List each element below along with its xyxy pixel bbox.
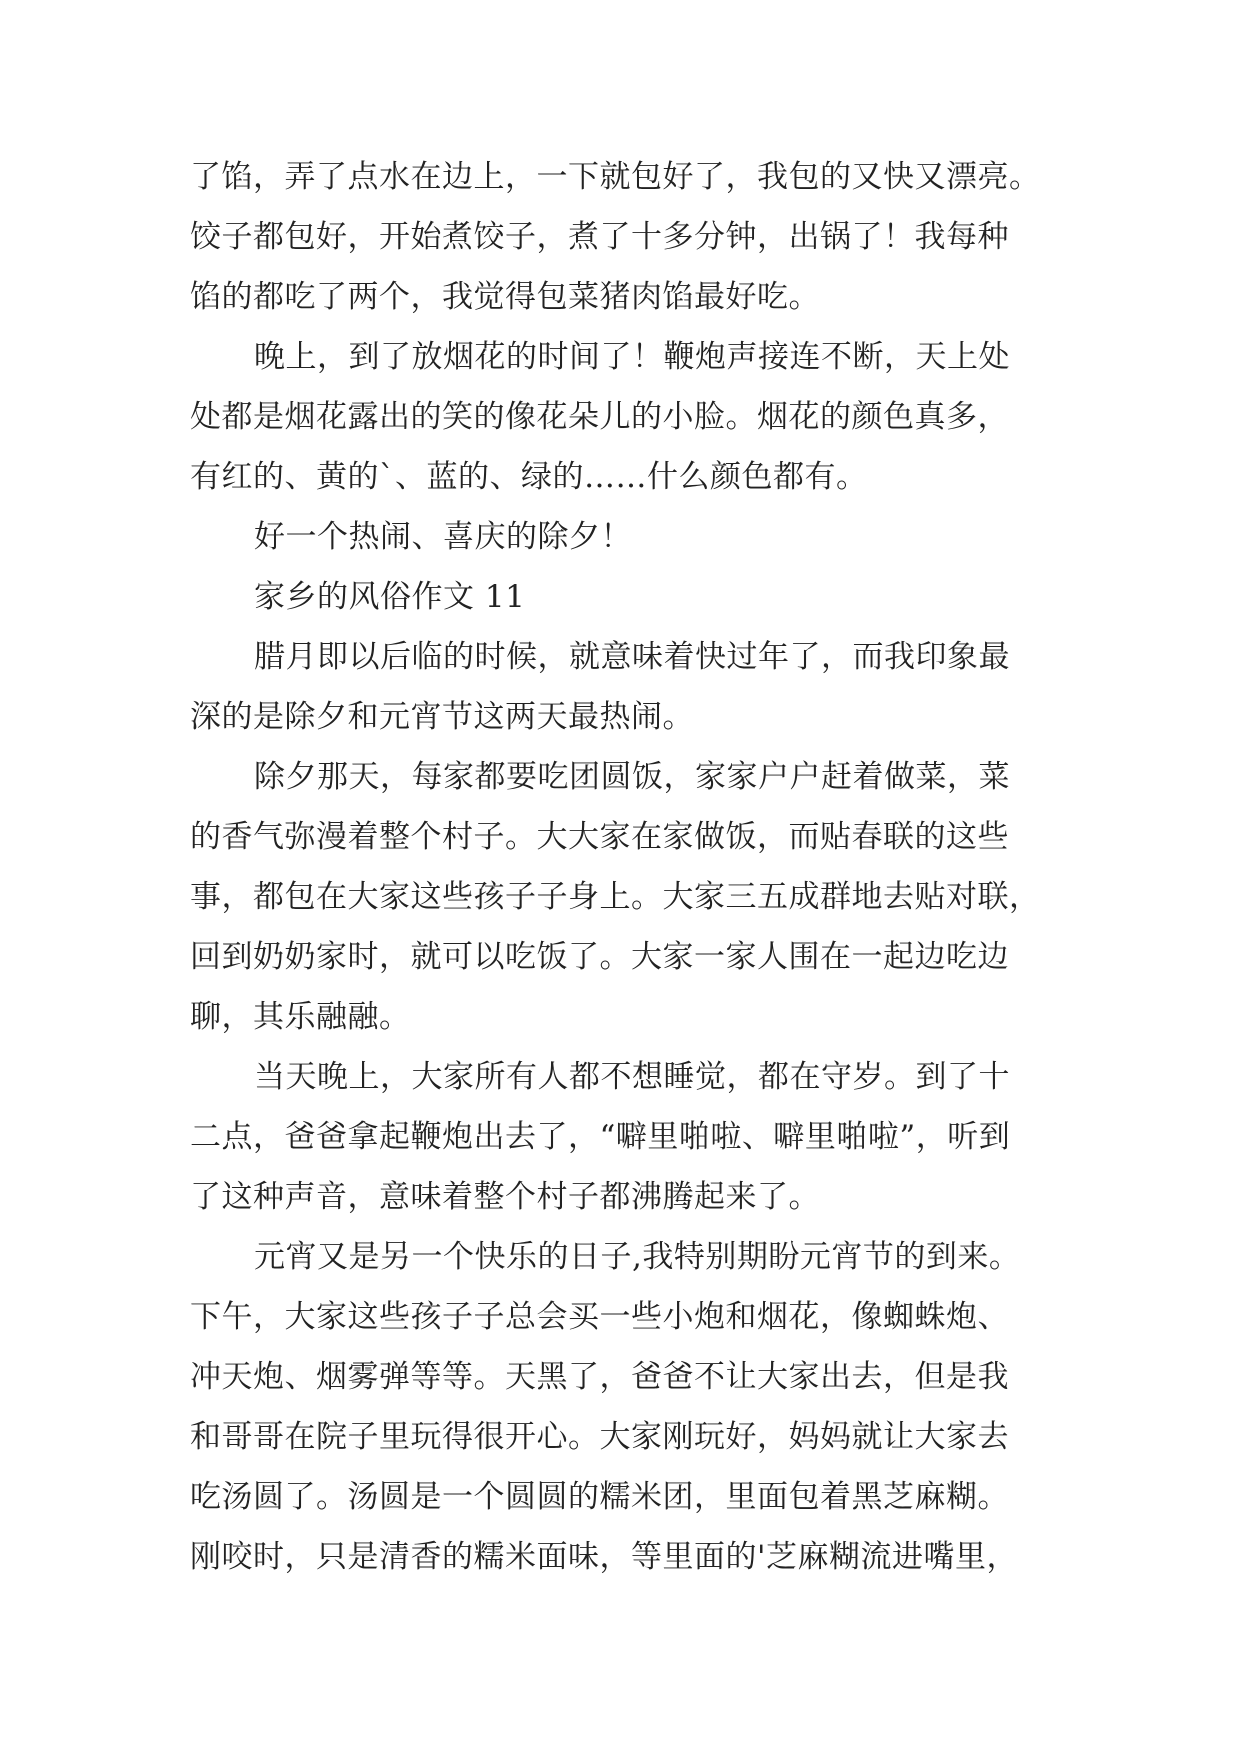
- text-line: 刚咬时，只是清香的糯米面味，等里面的'芝麻糊流进嘴里，: [190, 1539, 1019, 1575]
- paragraph-start-line: 好一个热闹、喜庆的除夕！: [254, 519, 632, 555]
- text-line: 二点，爸爸拿起鞭炮出去了，“噼里啪啦、噼里啪啦”，听到: [190, 1119, 1011, 1155]
- paragraph-start-line: 腊月即以后临的时候，就意味着快过年了，而我印象最: [254, 639, 1010, 675]
- text-line: 了馅，弄了点水在边上，一下就包好了，我包的又快又漂亮。: [190, 159, 1041, 195]
- text-line: 处都是烟花露出的笑的像花朵儿的小脸。烟花的颜色真多，: [190, 399, 1009, 435]
- text-line: 的香气弥漫着整个村子。大大家在家做饭，而贴春联的这些: [190, 819, 1009, 855]
- text-line: 回到奶奶家时，就可以吃饭了。大家一家人围在一起边吃边: [190, 939, 1009, 975]
- text-line: 饺子都包好，开始煮饺子，煮了十多分钟，出锅了！我每种: [190, 219, 1009, 255]
- text-line: 了这种声音，意味着整个村子都沸腾起来了。: [190, 1179, 820, 1215]
- text-line: 下午，大家这些孩子子总会买一些小炮和烟花，像蜘蛛炮、: [190, 1299, 1009, 1335]
- text-line: 有红的、黄的`、蓝的、绿的……什么颜色都有。: [190, 459, 868, 495]
- document-body: [190, 147, 1050, 1587]
- paragraph-start-line: 元宵又是另一个快乐的日子,我特别期盼元宵节的到来。: [254, 1239, 1021, 1275]
- text-line: 馅的都吃了两个，我觉得包菜猪肉馅最好吃。: [190, 279, 820, 315]
- paragraph-start-line: 晚上，到了放烟花的时间了！鞭炮声接连不断，天上处: [254, 339, 1010, 375]
- text-line: 聊，其乐融融。: [190, 999, 411, 1035]
- text-line: 冲天炮、烟雾弹等等。天黑了，爸爸不让大家出去，但是我: [190, 1359, 1009, 1395]
- section-heading: 家乡的风俗作文 11: [254, 579, 526, 615]
- text-line: 吃汤圆了。汤圆是一个圆圆的糯米团，里面包着黑芝麻糊。: [190, 1479, 1009, 1515]
- paragraph-start-line: 当天晚上，大家所有人都不想睡觉，都在守岁。到了十: [254, 1059, 1010, 1095]
- paragraph-start-line: 除夕那天，每家都要吃团圆饭，家家户户赶着做菜，菜: [254, 759, 1010, 795]
- text-line: 和哥哥在院子里玩得很开心。大家刚玩好，妈妈就让大家去: [190, 1419, 1009, 1455]
- text-line: 深的是除夕和元宵节这两天最热闹。: [190, 699, 694, 735]
- text-line: 事，都包在大家这些孩子子身上。大家三五成群地去贴对联，: [190, 879, 1041, 915]
